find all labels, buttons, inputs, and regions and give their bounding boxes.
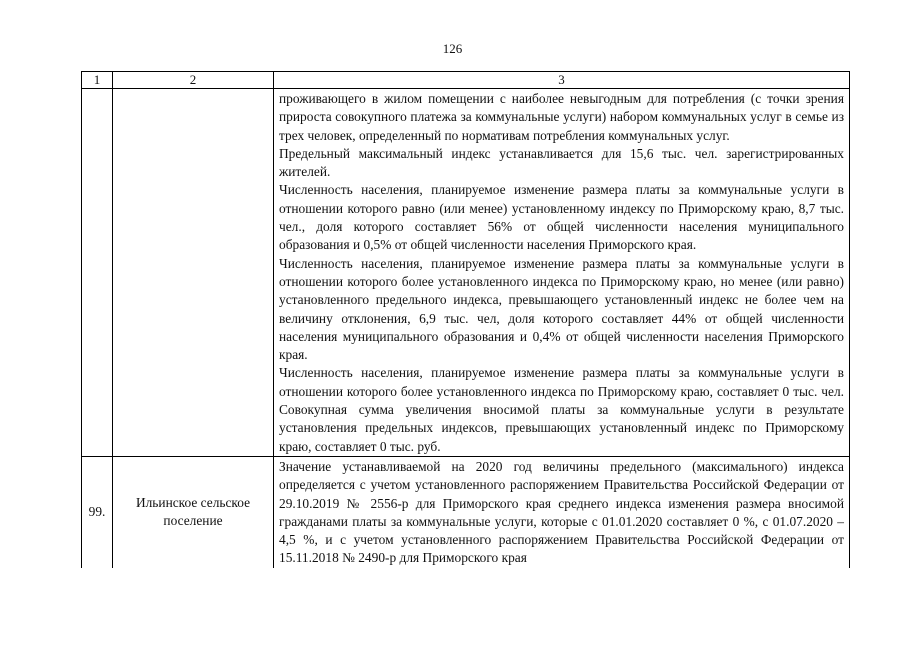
table-header-row: [82, 72, 850, 89]
paragraph-4: Численность населения, планируемое изменение размера платы за коммунальные услуги в отношении которого более установленного индекса по Приморскому краю, но менее (или равно) установленного предельного индекса, превышающего установленный индекс не более чем на величину отклонения, 6,9 тыс. чел, доля которого составляет 44% от общей численности населения муниципального образования и 0,4% от общей численности населения Приморского края.: [279, 255, 844, 363]
paragraph-5: Численность населения, планируемое изменение размера платы за коммунальные услуги в отношении которого более установленного индекса по Приморскому краю, составляет 0 тыс. чел. Совокупная сумма увеличения вносимой платы за коммунальные услуги в результате установления предельных индексов, превышающих установленный индекс по Приморскому краю, составляет 0 тыс. руб.: [279, 365, 844, 454]
row-number-cell: 99.: [82, 456, 113, 567]
empty-number-cell: [82, 89, 113, 457]
paragraph-1: проживающего в жилом помещении с наиболее невыгодным для потребления (с точки зрения прироста совокупного платежа за коммунальные услуги) набором коммунальных услуг в семье из трех человек, определенный по нормативам потребления коммунальных услуг.: [279, 91, 844, 143]
empty-name-cell: [113, 89, 274, 457]
row-99-paragraph: Значение устанавливаемой на 2020 год величины предельного (максимального) индекса определяется с учетом установленного распоряжением Правительства Российской Федерации от 29.10.2019 № 2556-р для Приморского края среднего индекса изменения размера вносимой гражданами платы за коммунальные услуги, которые с 01.01.2020 составляет 0 %, с 01.07.2020 – 4,5 %, и с учетом установленного распоряжением Правительства Российской Федерации от 15.11.2018 № 2490-р для Приморского края: [279, 458, 844, 566]
municipality-name-cell: Ильинское сельское поселение: [113, 456, 274, 567]
row-99-text-cell: [274, 456, 850, 567]
header-col-2: 2: [113, 72, 274, 89]
table-row-99: [82, 456, 850, 567]
paragraph-3: Численность населения, планируемое изменение размера платы за коммунальные услуги в отношении которого равно (или менее) установленному индексу по Приморскому краю, 8,7 тыс. чел., доля которого составляет 56% от общей численности населения муниципального образования и 0,5% от общей численности населения Приморского края.: [279, 182, 844, 253]
continuation-text-cell: [274, 89, 850, 457]
paragraph-2: Предельный максимальный индекс устанавливается для 15,6 тыс. чел. зарегистрированных жителей.: [279, 145, 844, 180]
page-bottom-margin: [81, 570, 851, 650]
document-table: [81, 71, 850, 568]
page-number: 126: [442, 41, 463, 56]
header-col-1: 1: [82, 72, 113, 89]
header-col-3: 3: [274, 72, 850, 89]
table-row-continuation: [82, 89, 850, 457]
